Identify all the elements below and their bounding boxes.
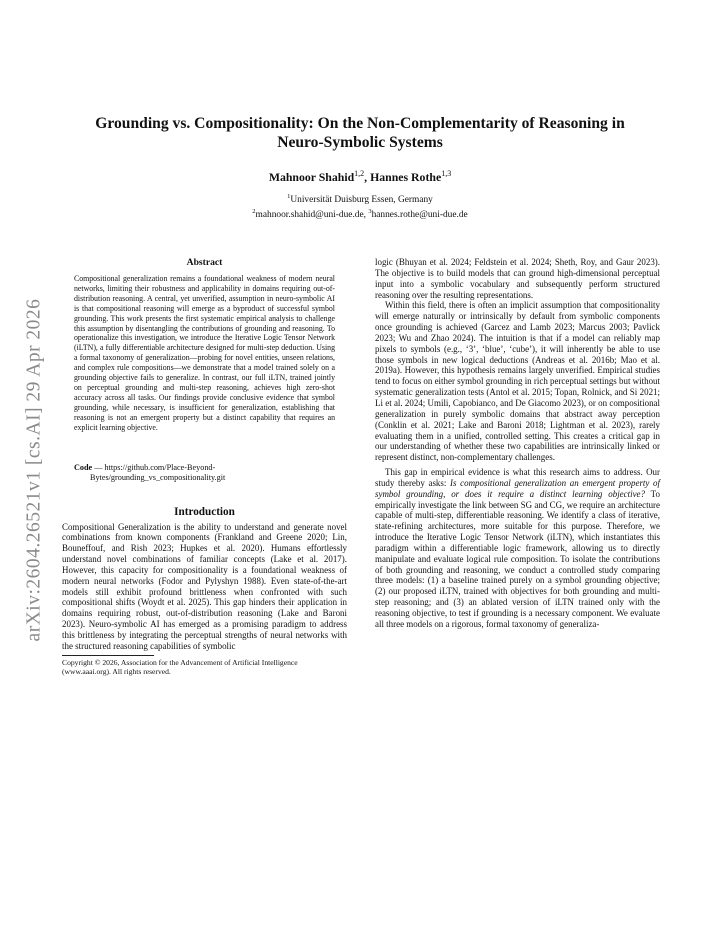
email-1: mahnoor.shahid@uni-due.de, [255,210,369,221]
code-url-line-1[interactable]: https://github.com/Place-Beyond- [104,462,216,472]
author-2-affil: 1,3 [441,169,452,178]
intro-paragraph-1: Compositional Generalization is the ability to understand and generate novel combinations from known components (Frankland and Greene 2020; Lin, Bouneffouf, and Rish 2023; Hupkes et al. 2020). Humans effortlessly understand novel combinations of familiar concepts (Lake et al. 2017). However, this capacity for compositionality is a foundational weakness of modern neural networks (Fodor and Pylyshyn 1988). Even state-of-the-art models still exhibit profound brittleness when confronted with such compositional shifts (Woydt et al. 2025). This gap hinders their application in domains requiring robust, out-of-distribution reasoning (Lake and Baroni 2023). Neuro-symbolic AI has emerged as a promising paradigm to address this brittleness by integrating the perceptual strengths of neural networks with the structured reasoning capabilities of symbolic [62,521,347,651]
intro-paragraph-3: This gap in empirical evidence is what this research aims to address. Our study thereby asks: Is compositional generalization an emergent property of symbol grounding, or does it require a distinct learning objective? To empirically investigate the link between SG and CG, we require an architecture capable of multi-step, differentiable reasoning. We identify a class of iterative, state-refining architectures, more suitable for this purpose. Therefore, we introduce the Iterative Logic Tensor Network (iLTN), which instantiates this paradigm within a differentiable logic framework, allowing us to directly manipulate and evaluate logical rule composition. To isolate the contributions of both grounding and reasoning, we conduct a controlled study comparing three models: (1) a baseline trained purely on a symbol grounding objective; (2) our proposed iLTN, trained with objectives for both grounding and multi-step reasoning; and (3) an ablated version of iLTN trained only with the reasoning objective, to test if grounding is a necessary component. We evaluate all three models on a rigorous, formal taxonomy of generaliza- [375,467,660,629]
left-column [62,257,347,677]
intro-paragraph-continued: logic (Bhuyan et al. 2024; Feldstein et al. 2024; Sheth, Roy, and Gaur 2023). The objective is to build models that can ground high-dimensional perceptual input into a symbolic vocabulary and subsequently perform structured reasoning over the resulting representations. [375,257,660,300]
paper-title [62,114,658,152]
author-1-affil: 1,2 [354,169,365,178]
right-column [375,257,660,630]
code-label: Code [74,462,93,472]
footnote-divider [62,655,154,656]
abstract-heading: Abstract [186,257,223,268]
author-emails: $^2$mahnoor.shahid@uni-due.de, $^3$hannes.rothe@uni-due.de [252,208,468,221]
introduction-heading: Introduction [174,505,235,518]
abstract-text: Compositional generalization remains a foundational weakness of modern neural networks, limiting their robustness and applicability in domains requiring out-of-distribution reasoning. A central, yet unverified, assumption in neuro-symbolic AI is that compositional reasoning will emerge as a byproduct of successful symbol grounding. This work presents the first systematic empirical analysis to challenge this assumption by disentangling the contributions of grounding and reasoning. To operationalize this investigation, we introduce the Iterative Logic Tensor Network (iLTN), a fully differentiable architecture designed for multi-step deduction. Using a formal taxonomy of generalization—probing for novel entities, unseen relations, and complex rule compositions—we demonstrate that a model trained solely on a grounding objective fails to generalize. In contrast, our full iLTN, trained jointly on perceptual grounding and multi-step reasoning, achieves high zero-shot accuracy across all tasks. Our findings provide conclusive evidence that symbol grounding, while necessary, is insufficient for generalization, establishing that reasoning is not an emergent property but a distinct capability that requires an explicit learning objective. [74,274,335,432]
code-link: Code — https://github.com/Place-Beyond- Bytes/grounding_vs_compositionality.git [74,463,335,484]
affiliation-1: $^1$Universität Duisburg Essen, Germany [287,192,433,206]
title-block [62,114,658,221]
title-line-2: Neuro-Symbolic Systems [277,134,443,151]
arxiv-id: arXiv:2604.26521v1 [cs.AI] 29 Apr 2026 [23,298,44,642]
author-2: Hannes Rothe [370,169,442,184]
title-line-1: Grounding vs. Compositionality: On the Non-Complementarity of Reasoning in [95,115,625,132]
research-question: Is compositional generalization an emergent property of symbol grounding, or does it require a distinct learning objective? [375,477,660,499]
arxiv-identifier-stamp [14,270,54,670]
affiliations [62,191,658,221]
intro-paragraph-2: Within this field, there is often an implicit assumption that compositionality will emerge naturally or intrinsically by default from symbolic components once grounding is achieved (Garcez and Lamb 2023; Marcus 2003; Pavlick 2023; Wu and Zhao 2024). The intuition is that if a model can reliably map pixels to symbols (e.g., ‘3’, ‘blue’, ‘cube’), it will inherently be able to use those symbols in new logical deductions (Andreas et al. 2016b; Mao et al. 2019a). However, this hypothesis remains largely unverified. Empirical studies tend to focus on either symbol grounding in rich perceptual settings but without systematic generalization tests (Antol et al. 2015; Topan, Rolnick, and Si 2021; Li et al. 2024; Umili, Capobianco, and De Giacomo 2023), or on compositional generalization in purely symbolic domains that abstract away perception (Conklin et al. 2021; Lake and Baroni 2018; Lightman et al. 2023), rarely evaluating them in a unified, controlled setting. This creates a critical gap in our understanding of whether these two capabilities are intrinsically linked or represent distinct, non-complementary challenges. [375,300,660,463]
author-1: Mahnoor Shahid [268,169,355,184]
author-separator: , [364,169,371,184]
email-2: hannes.rothe@uni-due.de [371,210,468,221]
author-list [62,169,658,185]
code-url-line-2[interactable]: Bytes/grounding_vs_compositionality.git [90,473,226,482]
copyright-footnote: Copyright © 2026, Association for the Advancement of Artificial Intelligence (www.aaai.org). All rights reserved. [62,657,298,677]
